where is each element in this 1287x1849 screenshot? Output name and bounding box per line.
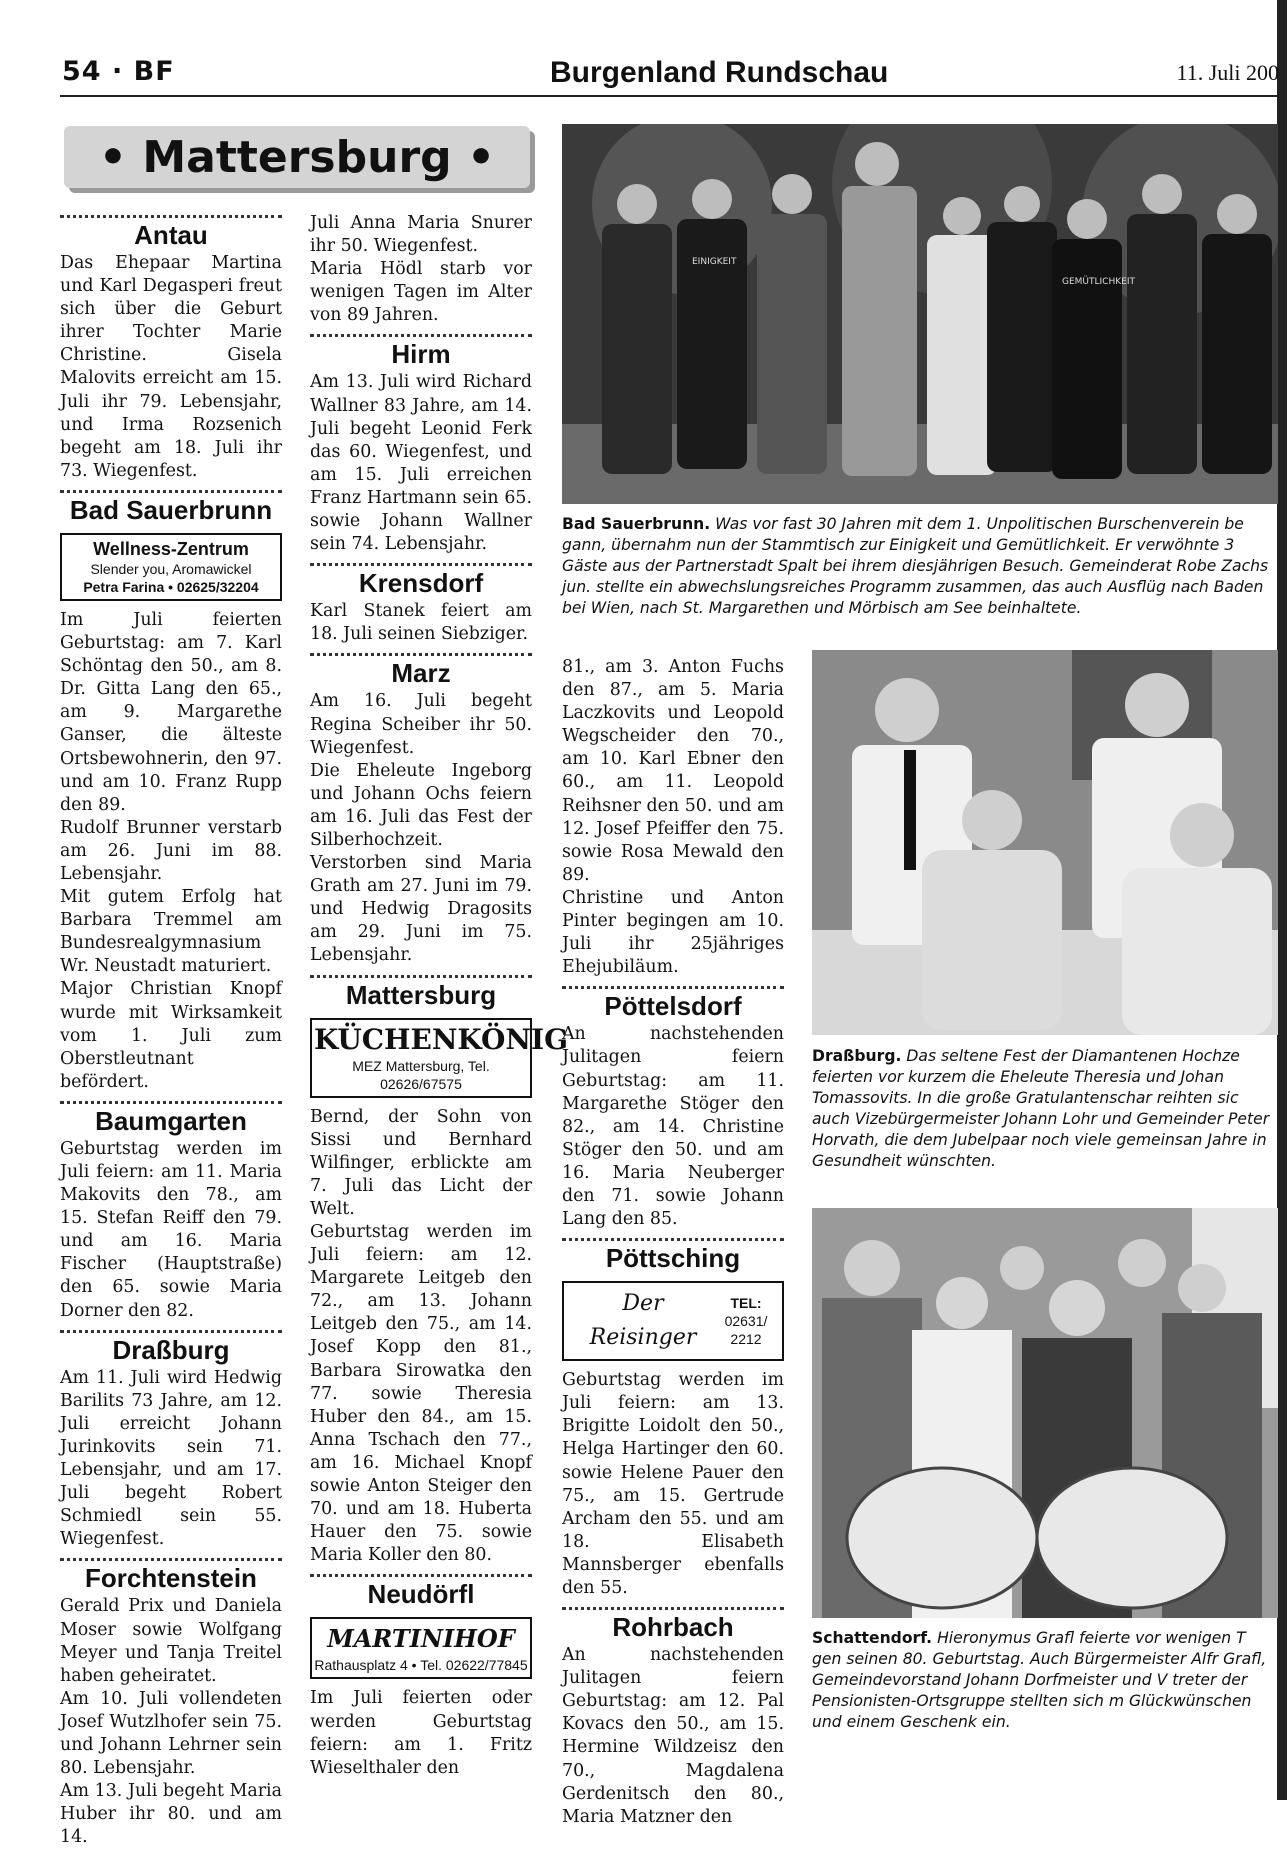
shirt-text-2: GEMÜTLICHKEIT	[1062, 277, 1135, 287]
heading-poettelsdorf: Pöttelsdorf	[604, 991, 742, 1022]
issue-date: 11. Juli 200	[1176, 60, 1279, 85]
column-2	[310, 212, 569, 1780]
text-marz-1: Am 16. Juli begeht Regina Scheiber ihr 50. Wiegenfest.	[310, 691, 532, 758]
ad-wellness-zentrum: Wellness-Zentrum Slender you, Aromawickel Petra Farina • 02625/32204	[60, 533, 282, 601]
heading-baumgarten: Baumgarten	[95, 1105, 247, 1136]
text-bad-sauerbrunn-1: Im Juli feierten Geburtstag: am 7. Karl Schöntag den 50., am 8. Dr. Gitta Lang den 65., am 9. Margarethe Ganser, die älteste Ortsbewohnerin, den 97. und am 10. Franz Rupp den 89.	[60, 609, 282, 815]
page-scan-edge	[1277, 0, 1287, 1800]
text-mattersburg-1: Bernd, der Sohn von Sissi und Bernhard Wilfinger, erblickte am 7. Juli das Licht der Welt.	[310, 1106, 532, 1219]
header-rule	[60, 95, 1280, 97]
text-forchtenstein-1: Gerald Prix und Daniela Moser sowie Wolfgang Meyer und Tanja Treitel haben geheiratet.	[60, 1596, 282, 1686]
text-forchtenstein-3: Am 13. Juli begeht Maria Huber ihr 80. und am 14.	[60, 1781, 282, 1848]
text-poettelsdorf: An nachstehenden Julitagen feiern Geburtstag: am 11. Margarethe Stöger den 82., am 14. Christine Stöger den 50. und am 16. Maria Neuberger den 71. sowie Johann Lang den 85.	[562, 1024, 784, 1230]
text-mattersburg-2: Geburtstag werden im Juli feiern: am 12. Margarete Leitgeb den 72., am 13. Johann Leitgeb den 75., am 14. Josef Kopp den 81., Barbara Sirowatka den 77. sowie Theresia Huber den 84., am 15. Anna Tschach den 77., am 16. Michael Knopf sowie Anton Steiger den 70. und am 18. Huberta Hauer den 75. sowie Maria Koller den 80.	[310, 1222, 532, 1566]
text-antau: Das Ehepaar Martina und Karl Degasperi freut sich über die Geburt ihrer Tochter Marie Christine. Gisela Malovits erreicht am 15. Juli ihr 79. Lebensjahr, und Irma Rozsenich begeht am 18. Juli ihr 73. Wiegenfest.	[60, 253, 282, 481]
heading-bad-sauerbrunn: Bad Sauerbrunn	[69, 494, 273, 525]
section-title: • Mattersburg •	[64, 126, 530, 188]
ad-reisinger: Der Reisinger TEL: 02631/ 2212	[562, 1281, 784, 1361]
text-continued-col3: 81., am 3. Anton Fuchs den 87., am 5. Maria Laczkovits und Leopold Wegscheider den 70., am 10. Karl Ebner den 60., am 11. Leopold Reihsner den 50. und am 12. Josef Pfeiffer den 75. sowie Rosa Mewald den 89.	[562, 657, 784, 885]
heading-hirm: Hirm	[391, 339, 451, 370]
caption-photo-2: Draßburg. Das seltene Fest der Diamantenen Hochze feierten vor kurzem die Eheleute Theresia und Johan Tomassovits. In die große Gratulantenschar reihten sic auch Vizebürgermeister Johann Lohr und Gemeinder Peter Horvath, die dem Jubelpaar noch viele gemeinsan Jahre in Gesundheit wünschten.	[812, 1047, 1270, 1170]
caption-photo-3: Schattendorf. Hieronymus Grafl feierte vor wenigen T gen seinen 80. Geburtstag. Auch Bürgermeister Alfr Grafl, Gemeindevorstand Johann Dorfmeister und V treter der Pensionisten-Ortsgruppe stellten sich m Glückwünschen und einem Geschenk ein.	[812, 1629, 1267, 1731]
heading-neudoerfl: Neudörfl	[367, 1579, 475, 1610]
photo-schattendorf-birthday	[812, 1208, 1278, 1618]
text-continued-col2: Juli Anna Maria Snurer ihr 50. Wiegenfest.	[310, 213, 532, 257]
heading-rohrbach: Rohrbach	[612, 1612, 734, 1643]
ad-martinihof: MARTINIHOF Rathausplatz 4 • Tel. 02622/77845	[310, 1617, 532, 1679]
ad-kuechenkoenig: KÜCHENKÖNIG MEZ Mattersburg, Tel. 02626/67575	[310, 1018, 532, 1098]
heading-krensdorf: Krensdorf	[358, 568, 484, 599]
page-number: 54 · BF	[62, 56, 175, 87]
text-marz-2: Die Eheleute Ingeborg und Johann Ochs feiern am 16. Juli das Fest der Silberhochzeit.	[310, 760, 532, 850]
text-krensdorf: Karl Stanek feiert am 18. Juli seinen Siebziger.	[310, 601, 532, 645]
text-forchtenstein-2: Am 10. Juli vollendeten Josef Wutzlhofer sein 75. und Johann Lehrner sein 80. Lebensjahr.	[60, 1688, 282, 1779]
caption-photo-1: Bad Sauerbrunn. Was vor fast 30 Jahren mit dem 1. Unpolitischen Burschenverein be gann, übernahm nun der Stammtisch zur Einigkeit und Gemütlichkeit. Er verwöhnte 3 Gäste aus der Partnerstadt Spalt bei ihrem diesjährigen Besuch. Gemeinderat Robe Zachs jun. stellte ein abwechslungsreiches Programm zusammen, das auch Ausflüg nach Baden bei Wien, nach St. Margarethen und Mörbisch am See beinhaltete.	[562, 515, 1269, 617]
heading-drassburg: Draßburg	[112, 1334, 230, 1365]
shirt-text: EINIGKEIT	[692, 257, 737, 267]
text-bad-sauerbrunn-3: Mit gutem Erfolg hat Barbara Tremmel am Bundesrealgymnasium Wr. Neustadt maturiert.	[60, 887, 282, 977]
text-poettsching: Geburtstag werden im Juli feiern: am 13. Brigitte Loidolt den 50., Helga Hartinger den 60. sowie Helene Pauer den 75., am 15. Gertrude Archam den 55. und am 18. Elisabeth Mannsberger ebenfalls den 55.	[562, 1370, 784, 1598]
heading-forchtenstein: Forchtenstein	[85, 1563, 257, 1594]
text-bad-sauerbrunn-4: Major Christian Knopf wurde mit Wirksamkeit vom 1. Juli zum Oberstleutnant befördert.	[60, 979, 282, 1092]
text-continued-col2-b: Maria Hödl starb vor wenigen Tagen im Alter von 89 Jahren.	[310, 259, 532, 326]
text-continued-col3-b: Christine und Anton Pinter begingen am 10. Juli ihr 25jähriges Ehejubiläum.	[562, 887, 784, 978]
text-bad-sauerbrunn-2: Rudolf Brunner verstarb am 26. Juni im 88. Lebensjahr.	[60, 817, 282, 884]
text-neudoerfl: Im Juli feierten oder werden Geburtstag feiern: am 1. Fritz Wieselthaler den	[310, 1688, 532, 1778]
text-baumgarten: Geburtstag werden im Juli feiern: am 11. Maria Makovits den 78., am 15. Stefan Reiff den 79. und am 16. Maria Fischer (Hauptstraße) den 65. sowie Maria Dorner den 82.	[60, 1138, 282, 1321]
text-hirm: Am 13. Juli wird Richard Wallner 83 Jahre, am 14. Juli begeht Leonid Ferk das 60. Wiegenfest, und am 15. Juli erreichen Franz Hartmann sein 65. sowie Johann Wallner sein 74. Lebensjahr.	[310, 372, 532, 555]
heading-marz: Marz	[391, 658, 451, 689]
photo-bad-sauerbrunn-group	[562, 124, 1278, 504]
heading-poettsching: Pöttsching	[605, 1243, 741, 1274]
heading-mattersburg: Mattersburg	[345, 979, 497, 1010]
newspaper-title: Burgenland Rundschau	[550, 56, 889, 89]
text-marz-3: Verstorben sind Maria Grath am 27. Juni im 79. und Hedwig Dragosits am 29. Juni im 75. Lebensjahr.	[310, 853, 532, 966]
heading-antau: Antau	[134, 220, 208, 250]
column-1	[60, 208, 282, 1849]
photo-drassburg-couple	[812, 650, 1278, 1035]
column-3	[562, 656, 784, 1829]
text-drassburg: Am 11. Juli wird Hedwig Barilits 73 Jahre, am 12. Juli erreicht Johann Jurinkovits sein 71. Lebensjahr, und am 17. Juli begeht Robert Schmiedl sein 55. Wiegenfest.	[60, 1367, 282, 1550]
text-rohrbach: An nachstehenden Julitagen feiern Geburtstag: am 12. Pal Kovacs den 50., am 15. Hermine Wildzeisz den 70., Magdalena Gerdenitsch den 80., Maria Matzner den	[562, 1645, 784, 1827]
